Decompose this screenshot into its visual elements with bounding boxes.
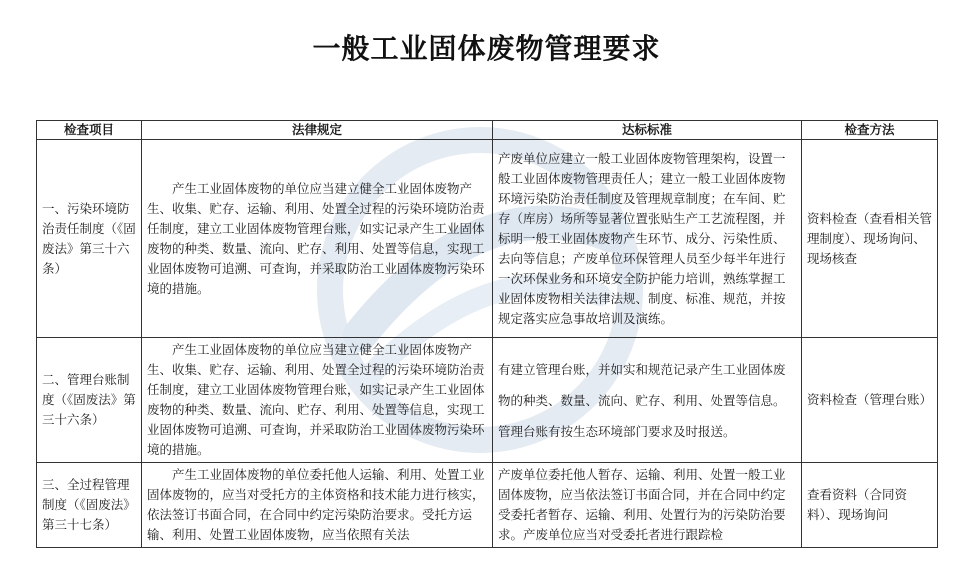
header-method: 检查方法 [802,121,938,140]
cell-law: 产生工业固体废物的单位委托他人运输、利用、处置工业固体废物的，应当对受托方的主体资格和技术能力进行核实，依法签订书面合同，在合同中约定污染防治要求。受托方运输、利用、处置工业固体废物，应当依照有关法 [142,463,493,548]
header-item: 检查项目 [37,121,142,140]
table-row [37,338,938,463]
cell-law: 产生工业固体废物的单位应当建立健全工业固体废物产生、收集、贮存、运输、利用、处置全过程的污染环境防治责任制度，建立工业固体废物管理台账，如实记录产生工业固体废物的种类、数量、流向、贮存、利用、处置等信息，实现工业固体废物可追溯、可查询，并采取防治工业固体废物污染环境的措施。 [142,140,493,338]
cell-item: 二、管理台账制度（《固废法》第三十六条） [37,338,142,463]
header-law: 法律规定 [142,121,493,140]
table-row [37,463,938,548]
table-row [37,140,938,338]
document-title: 一般工业固体废物管理要求 [312,32,661,65]
cell-method: 资料检查（管理台账） [802,338,938,463]
cell-item: 一、污染环境防治责任制度（《固废法》第三十六条） [37,140,142,338]
cell-standard: 产废单位应建立一般工业固体废物管理架构，设置一般工业固体废物管理责任人；建立一般工业固体废物环境污染防治责任制度及管理规章制度；在车间、贮存（库房）场所等显著位置张贴生产工艺流程图，并标明一般工业固体废物产生环节、成分、污染性质、去向等信息；产废单位环保管理人员至少每半年进行一次环保业务和环境安全防护能力培训，熟练掌握工业固体废物相关法律法规、制度、标准、规范，并按规定落实应急事故培训及演练。 [493,140,802,338]
cell-standard: 产废单位委托他人暂存、运输、利用、处置一般工业固体废物，应当依法签订书面合同，并在合同中约定受委托者暂存、运输、利用、处置行为的污染防治要求。产废单位应当对受委托者进行跟踪检 [493,463,802,548]
cell-law: 产生工业固体废物的单位应当建立健全工业固体废物产生、收集、贮存、运输、利用、处置全过程的污染环境防治责任制度，建立工业固体废物管理台账，如实记录产生工业固体废物的种类、数量、流向、贮存、利用、处置等信息，实现工业固体废物可追溯、可查询，并采取防治工业固体废物污染环境的措施。 [142,338,493,463]
cell-method: 资料检查（查看相关管理制度）、现场询问、现场核查 [802,140,938,338]
cell-item: 三、全过程管理制度（《固废法》第三十七条） [37,463,142,548]
cell-method: 查看资料（合同资料）、现场询问 [802,463,938,548]
header-standard: 达标标准 [493,121,802,140]
inspection-table [36,120,938,548]
cell-standard: 有建立管理台账，并如实和规范记录产生工业固体废物的种类、数量、流向、贮存、利用、处置等信息。管理台账有按生态环境部门要求及时报送。 [493,338,802,463]
table-header-row [37,121,938,140]
